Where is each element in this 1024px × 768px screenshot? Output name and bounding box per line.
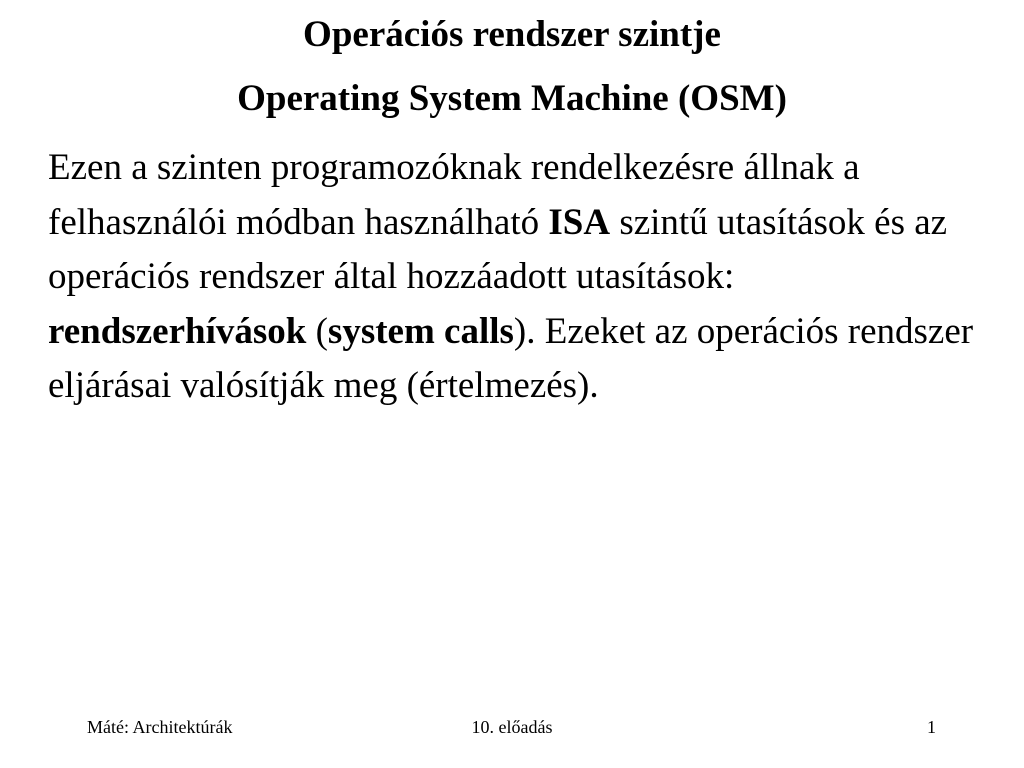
body-text-4: ). Ezeket az operációs rendszer eljárásai valósítják meg (értelmezés). <box>48 310 974 406</box>
footer-lecture-number: 10. előadás <box>471 717 553 737</box>
body-text-2: szintű utasítások és az operációs rendszer által hozzáadott utasítások: <box>48 201 948 297</box>
body-bold-isa: ISA <box>548 201 611 243</box>
body-text-1: Ezen a szinten programozóknak rendelkezésre állnak a felhasználói módban használható <box>48 147 860 243</box>
body-bold-system-calls: system calls <box>327 310 514 352</box>
slide-body-text <box>48 141 988 414</box>
slide-title: Operációs rendszer szintje <box>303 14 721 55</box>
body-text-3: ( <box>306 310 328 352</box>
footer-author-course: Máté: Architektúrák <box>87 717 233 737</box>
slide-subtitle: Operating System Machine (OSM) <box>237 78 787 119</box>
body-bold-rendszerhivasok: rendszerhívások <box>48 310 307 352</box>
footer-page-number: 1 <box>927 717 936 737</box>
